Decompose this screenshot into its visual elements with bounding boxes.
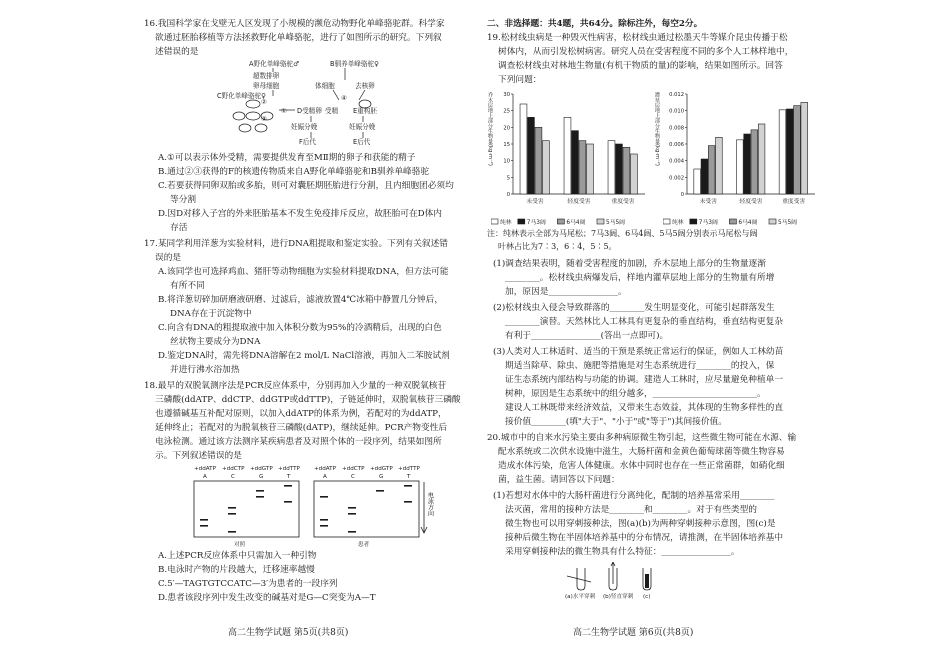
q17-option-d-cont: 并进行沸水浴加热 (170, 365, 240, 375)
gel-patient-lane-4: +ddTTP (398, 466, 420, 472)
legend-swatch (491, 219, 498, 224)
q18-stem-1: 18.最早的双脱氧测序法是PCR反应体系中，分别再加入少量的一种双脱氧核苷 (144, 381, 447, 391)
q20-stem-2: 配水系统或二次供水设施中滋生，大肠杆菌和金黄色葡萄球菌等微生物容易 (498, 447, 785, 457)
q19-part1-1: (1)调查结果表明，随着受害程度的加剧，乔木层地上部分的生物量逐渐 (493, 259, 766, 269)
q17-stem-2: 误的是 (155, 253, 182, 263)
section-heading: 二、非选择题：共4题，共64分。除标注外，每空2分。 (487, 19, 703, 29)
y-tick-label: 0.010 (669, 108, 684, 115)
q17-option-b-cont: DNA存在于沉淀物中 (170, 309, 252, 319)
gel-control-lane-1: +ddATP (194, 466, 216, 472)
bar-6马4阔 (751, 130, 758, 194)
q19-part3-6: 接价值________(填"大于"、"小于"或"等于")其间接价值。 (505, 417, 727, 427)
gel-control-letter-c: C (231, 474, 235, 480)
bar-7马3阔 (572, 131, 579, 194)
gel-patient-lane-1: +ddATP (314, 466, 336, 472)
q16-option-d: D.因D对移入子宫的外来胚胎基本不发生免疫排斥反应，故胚胎可在D体内 (158, 209, 442, 219)
q17-stem-1: 17.某同学利用洋葱为实验材料，进行DNA粗提取和鉴定实验。下列有关叙述错 (144, 239, 448, 249)
y-tick-label: 0 (506, 192, 510, 198)
q20-part1-1: (1)若想对水体中的大肠杆菌进行分离纯化，配制的培养基常采用________ (493, 491, 775, 501)
q20-stem-3: 造成水体污染，危害人体健康。水体中同时也存在一些正常菌群，如硝化细 (498, 461, 785, 471)
q20-part1-5: 采用穿刺接种法的微生物具有什么特征：________________。 (505, 547, 740, 557)
bar-纯林 (779, 110, 786, 194)
q18-option-b: B.电泳时产物的片段越大，迁移速率越慢 (158, 565, 315, 575)
q18-option-a: A.上述PCR反应体系中只需加入一种引物 (158, 551, 317, 561)
fig-label-b: (b)竖直穿刺 (603, 594, 634, 600)
y-tick-label: 10 (503, 158, 510, 165)
bar-7马3阔 (744, 134, 751, 194)
diagram-step-1: ① (281, 107, 287, 115)
bar-5马5阔 (586, 144, 593, 194)
category-label: 轻度受害 (739, 199, 763, 205)
legend-label: 5马5阔 (606, 220, 625, 226)
right-page (487, 0, 817, 672)
q19-part3-3: 证生态系统内部结构与功能的协调。建造人工林时，应尽量避免种植单一 (505, 375, 783, 385)
q16-stem-3: 述错误的是 (155, 47, 199, 57)
gel-direction-label: 电泳方向 (426, 492, 434, 516)
right-page-footer: 高二生物学试题 第6页(共8页) (573, 628, 694, 638)
legend-swatch (597, 219, 604, 224)
y-tick-label: 0 (680, 192, 684, 198)
bar-6马4阔 (794, 106, 801, 194)
q17-option-c: C.向含有DNA的粗提取液中加入体积分数为95%的冷酒精后，出现的白色 (158, 323, 442, 333)
legend-label: 6马4阔 (738, 220, 758, 226)
shrub-chart-legend (663, 216, 823, 228)
fig-label-a: (a)水平穿刺 (565, 594, 596, 600)
diagram-label-pregnant-2: 妊娠分娩 (349, 123, 376, 131)
q19-footnote-2: 叶林占比为7∶3，6∶4，5∶5。 (498, 242, 617, 251)
q16-option-b: B.通过②③获得的F的核遗传物质来自A野化单峰骆驼和B驯养单峰骆驼 (158, 167, 430, 177)
q16-option-d-cont: 存活 (170, 223, 188, 233)
q19-stem-2: 树体内，从而引发松树病害。研究人员在受害程度不同的多个人工林样地中， (498, 47, 794, 57)
bar-6马4阔 (623, 147, 630, 194)
q16-stem-2: 欲通过胚胎移植等方法拯救野化单峰骆驼，进行了如图所示的研究。下列叙 (155, 33, 442, 43)
bar-6马4阔 (708, 146, 715, 194)
diagram-label-body-cell: 体细胞 (315, 82, 335, 90)
bar-7马3阔 (528, 117, 535, 194)
legend-swatch (663, 219, 670, 224)
y-tick-label: 0.004 (669, 158, 684, 165)
q19-part1-3: 加，原因是________________。 (505, 287, 627, 297)
legend-swatch (518, 219, 525, 224)
gel-control-letter-t: T (287, 474, 291, 480)
q19-footnote-1: 注：纯林表示全部为马尾松；7马3阔、6马4阔、5马5阔分别表示马尾松与阔 (487, 229, 758, 238)
tree-biomass-chart (487, 88, 652, 218)
gel-control-lane-3: +ddGTP (250, 466, 273, 472)
fig-label-c: (c) (643, 594, 651, 600)
q19-part1-2: ________。松材线虫病爆发后，样地内灌草层地上部分的生物量有所增 (505, 273, 775, 283)
category-label: 未受害 (526, 199, 544, 205)
legend-swatch (769, 219, 776, 224)
category-label: 轻度受害 (567, 199, 591, 205)
q19-stem-3: 调查松材线虫对林地生物量(有机干物质的量)的影响，结果如图所示。回答 (498, 61, 783, 71)
q19-part2-1: (2)松材线虫入侵会导致群落的________发生明显变化，可能引起群落发生 (493, 303, 775, 313)
q17-option-a: A.该同学也可选择鸡血、猪肝等动物细胞为实验材料提取DNA，但方法可能 (158, 267, 449, 277)
diagram-label-f: F后代 (299, 138, 316, 146)
tree-chart-ticks (503, 92, 513, 198)
bar-6马4阔 (535, 127, 542, 194)
y-tick-label: 0.002 (669, 175, 684, 182)
q19-part2-2: ________演替。天然林比人工林具有更复杂的垂直结构，垂直结构更复杂 (505, 317, 783, 327)
q19-part3-5: 建设人工林既带来经济效益，又带来生态效益，其体现的生物多样性的直 (505, 403, 783, 413)
diagram-label-b: B驯养单峰骆驼♀ (330, 60, 379, 68)
y-tick-label: 0.006 (669, 142, 684, 148)
y-tick-label: 25 (503, 108, 510, 115)
bar-5马5阔 (801, 102, 808, 194)
stab-inoculation-figure (565, 562, 685, 600)
q19-part2-3: 有利于________________(答出一点即可)。 (505, 331, 669, 341)
gel-patient-letter-g: G (379, 474, 384, 480)
gel-control-letter-g: G (259, 474, 264, 480)
q19-part3-4: 树种，原因是生态系统中的组分越多，________________________。 (505, 389, 766, 399)
bar-纯林 (694, 169, 701, 194)
q20-stem-1: 20.城市中的自来水污染主要由多种病原微生物引起，这些微生物可能在水源、输 (487, 433, 797, 443)
legend-label: 纯林 (672, 220, 684, 226)
q17-option-b: B.将洋葱切碎加研磨液研磨、过滤后，滤液放置4℃冰箱中静置几分钟后， (158, 295, 444, 305)
q17-option-d: D.鉴定DNA时，需先将DNA溶解在2 mol/L NaCl溶液，再加入二苯胺试剂 (158, 351, 450, 361)
category-label: 重度受害 (782, 199, 806, 205)
bar-纯林 (520, 104, 527, 194)
q18-option-d: D.患者该段序列中发生改变的碱基对是G—C突变为A—T (158, 593, 376, 603)
legend-swatch (690, 219, 697, 224)
q16-option-c: C.若要获得同卵双胎或多胎，则可对囊胚期胚胎进行分割，且内细胞团必须均 (158, 181, 454, 191)
q20-part1-4: 接种后微生物在半固体培养基中的分布情况，请推测，在半固体培养基中 (505, 533, 783, 543)
gel-patient-lane-2: +ddCTP (342, 466, 365, 472)
left-page-footer: 高二生物学试题 第5页(共8页) (228, 628, 349, 638)
bar-纯林 (564, 117, 571, 194)
q16-option-a: A.①可以表示体外受精，需要提供发育至MⅡ期的卵子和获能的精子 (158, 153, 416, 163)
gel-patient-caption: 患者 (358, 542, 370, 548)
q19-part3-1: (3)人类对人工林适时、适当的干预是系统正常运行的保证，例如人工林幼苗 (493, 347, 784, 357)
legend-swatch (729, 219, 736, 224)
diagram-label-pregnant-1: 妊娠分娩 (291, 123, 318, 131)
q18-stem-6: 示。下列叙述错误的是 (155, 451, 242, 461)
y-tick-label: 20 (503, 125, 510, 132)
left-page (140, 0, 470, 672)
diagram-step-4: ④ (341, 94, 347, 102)
q19-stem-1: 19.松材线虫病是一种毁灭性病害，松材线虫通过松墨天牛等媒介昆虫传播于松 (487, 33, 788, 43)
legend-label: 7马3阔 (698, 220, 718, 226)
bar-纯林 (608, 141, 615, 194)
q18-stem-4: 延伸终止；若配对的为脱氧核苷三磷酸(dATP)，继续延伸。PCR产物变性后 (155, 423, 448, 433)
q18-stem-5: 电泳检测。通过该方法测序某疾病患者及对照个体的一段序列，结果如图所 (155, 437, 442, 447)
q18-stem-3: 也遵循碱基互补配对原则，以加入ddATP的体系为例，若配对的为ddATP， (155, 409, 447, 419)
legend-swatch (557, 219, 564, 224)
q16-stem-1: 16.我国科学家在戈壁无人区发现了小规模的濒危动物野化单峰骆驼群。科学家 (144, 19, 445, 29)
legend-label: 7马3阔 (526, 220, 546, 226)
q19-stem-4: 下列问题： (498, 75, 542, 85)
gel-control-lane-4: +ddTTP (278, 466, 300, 472)
q20-part1-3: 微生物也可以用穿刺接种法，图(a)(b)为两种穿刺接种示意图，图(c)是 (505, 519, 776, 529)
diagram-label-c: C野化单峰骆驼♀ (217, 92, 266, 100)
gel-patient-letter-t: T (407, 474, 411, 480)
category-label: 未受害 (699, 199, 718, 205)
tree-chart-bars (520, 104, 637, 194)
tree-chart-categories (526, 197, 634, 205)
diagram-label-e: E重构胚 (353, 107, 377, 115)
gel-patient-letter-a: A (323, 474, 327, 480)
gel-control-lane-2: +ddCTP (222, 466, 245, 472)
q19-part3-2: 期适当除草、除虫、施肥等措施是对生态系统进行________的投入，保 (505, 361, 775, 371)
category-label: 重度受害 (611, 199, 635, 205)
gel-patient-letter-c: C (351, 474, 355, 480)
y-tick-label: 30 (503, 92, 510, 98)
bar-5马5阔 (758, 124, 765, 194)
bar-5马5阔 (542, 141, 549, 194)
diagram-step-2: ② (261, 98, 267, 106)
q20-stem-4: 菌，益生菌。请回答以下问题： (498, 475, 620, 485)
diagram-label-superovulation: 超数排卵 (253, 72, 280, 80)
bar-7马3阔 (786, 109, 793, 194)
y-tick-label: 0.012 (669, 92, 684, 98)
legend-label: 纯林 (500, 220, 512, 226)
diagram-label-fertilize: 受精 (325, 107, 339, 115)
bar-7马3阔 (616, 144, 623, 194)
q18-stem-2: 三磷酸(ddATP、ddCTP、ddGTP或ddTTP)，子链延伸时，双脱氧核苷三磷酸 (155, 395, 461, 405)
gel-patient-lane-3: +ddGTP (370, 466, 393, 472)
q20-part1-2: 法灭菌，常用的接种方法是________和________。对于有些类型的 (505, 505, 757, 515)
tree-chart-ylabel: 乔木层地上部分生物量(kg·m⁻²) (487, 92, 493, 166)
legend-label: 5马5阔 (778, 220, 797, 226)
y-tick-label: 0.008 (669, 125, 684, 132)
gel-control-letter-a: A (203, 474, 207, 480)
q17-option-c-cont: 丝状物主要成分为DNA (170, 337, 261, 347)
diagram-label-a: A野化单峰骆驼♂ (249, 60, 299, 68)
diagram-label-d: D受精卵 (297, 107, 322, 115)
diagram-label-enucleate: 去核卵 (355, 82, 375, 90)
diagram-label-oocyte: 卵母细胞 (253, 82, 280, 90)
bar-6马4阔 (579, 141, 586, 194)
y-tick-label: 5 (506, 175, 510, 182)
q16-diagram (215, 58, 445, 152)
diagram-label-e-offspring: E后代 (353, 138, 371, 146)
bar-5马5阔 (716, 137, 723, 194)
q18-gel-figure (192, 462, 472, 548)
shrub-biomass-chart (653, 88, 821, 218)
tree-chart-legend (491, 216, 651, 228)
legend-label: 6马4阔 (566, 220, 586, 226)
bar-5马5阔 (630, 154, 637, 194)
diagram-step-3: ③ (261, 115, 267, 123)
gel-control-caption: 对照 (234, 542, 246, 548)
q18-option-c: C.5′—TAGTGTCCATC—3′为患者的一段序列 (158, 579, 338, 589)
shrub-chart-ylabel: 灌草层地上部分生物量(kg·m⁻²) (654, 92, 660, 166)
y-tick-label: 15 (503, 142, 510, 148)
bar-7马3阔 (701, 159, 708, 194)
shrub-chart-bars (694, 102, 808, 194)
q16-option-c-cont: 等分割 (170, 195, 197, 205)
shrub-chart-categories (700, 197, 806, 205)
q17-option-a-cont: 有所不同 (170, 281, 205, 291)
bar-纯林 (736, 140, 743, 194)
shrub-chart-ticks (669, 92, 687, 198)
